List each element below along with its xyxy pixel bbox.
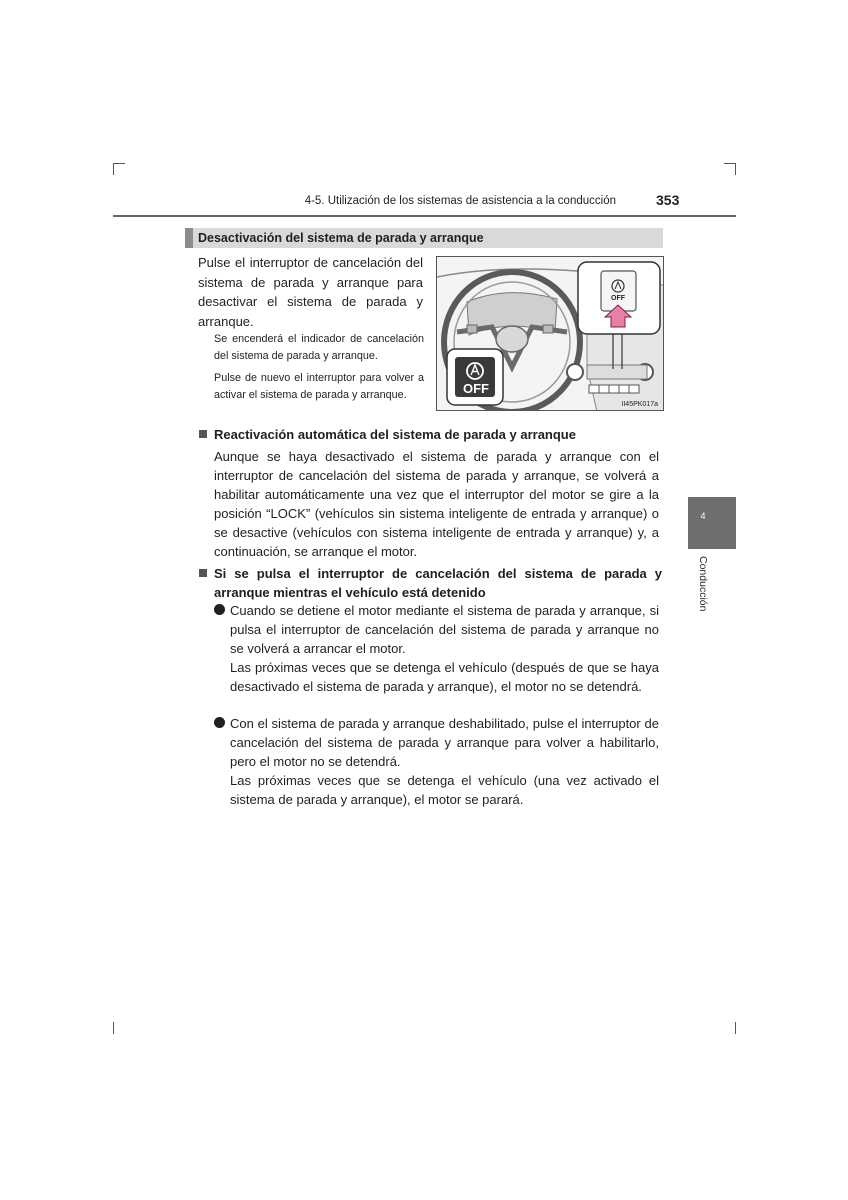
bullet-item	[214, 601, 659, 696]
note-reactivate: Pulse de nuevo el interruptor para volver a activar el sistema de parada y arranque.	[214, 372, 424, 401]
chapter-number: 4	[700, 511, 706, 521]
chapter-label: Conducción	[697, 556, 709, 612]
bullet-dot-icon	[214, 604, 225, 615]
bullet-text: Cuando se detiene el motor mediante el sistema de parada y arranque, si pulsa el interruptor de cancelación del sistema de parada y arranque no se volverá a arrancar el motor.	[230, 603, 659, 656]
square-bullet-icon	[199, 430, 207, 438]
crop-mark	[735, 163, 736, 175]
note-indicator: Se encenderá el indicador de cancelación del sistema de parada y arranque.	[214, 333, 424, 362]
subsection-heading-vehicle-stopped	[199, 564, 662, 602]
running-header: 4-5. Utilización de los sistemas de asistencia a la conducción	[304, 195, 616, 207]
bullet-dot-icon	[214, 717, 225, 728]
dashboard-figure	[436, 256, 664, 411]
bullet-extra-text: Las próximas veces que se detenga el vehículo (una vez activado el sistema de parada y arranque), el motor se parará.	[230, 773, 659, 807]
crop-mark	[113, 1022, 114, 1034]
bullet-extra-text: Las próximas veces que se detenga el vehículo (después de que se haya desactivado el sistema de parada y arranque), el motor no se detendrá.	[230, 660, 659, 694]
crop-mark	[735, 1022, 736, 1034]
crop-mark	[113, 163, 114, 175]
crop-mark	[113, 163, 125, 164]
chapter-tab	[688, 497, 736, 549]
page-number: 353	[656, 192, 680, 208]
section-title: Desactivación del sistema de parada y arranque	[185, 228, 663, 248]
reactivation-paragraph: Aunque se haya desactivado el sistema de parada y arranque con el interruptor de cancelación del sistema de parada y arranque, se volverá a habilitar automáticamente una vez que el interruptor del motor se gire a la posición “LOCK” (vehículos sin sistema inteligente de entrada y arranque) o se desactive (vehículos con sistema inteligente de entrada y arranque) y, a continuación, se arranque el motor.	[214, 449, 659, 559]
indicator-off-label: OFF	[463, 381, 489, 396]
square-bullet-icon	[199, 569, 207, 577]
header-rule	[113, 215, 736, 217]
bullet-text: Con el sistema de parada y arranque deshabilitado, pulse el interruptor de cancelación del sistema de parada y arranque para volver a habilitarlo, pero el motor no se detendrá.	[230, 716, 659, 769]
subsection-heading-reactivation	[199, 425, 662, 444]
figure-code: II45PK017a	[621, 401, 658, 408]
crop-mark	[724, 163, 736, 164]
button-off-label: OFF	[611, 295, 625, 302]
bullet-item	[214, 714, 659, 809]
subsection-heading-text: Si se pulsa el interruptor de cancelación del sistema de parada y arranque mientras el vehículo está detenido	[214, 566, 662, 600]
intro-paragraph: Pulse el interruptor de cancelación del sistema de parada y arranque para desactivar el sistema de parada y arranque.	[198, 255, 423, 329]
subsection-heading-text: Reactivación automática del sistema de parada y arranque	[214, 427, 576, 442]
